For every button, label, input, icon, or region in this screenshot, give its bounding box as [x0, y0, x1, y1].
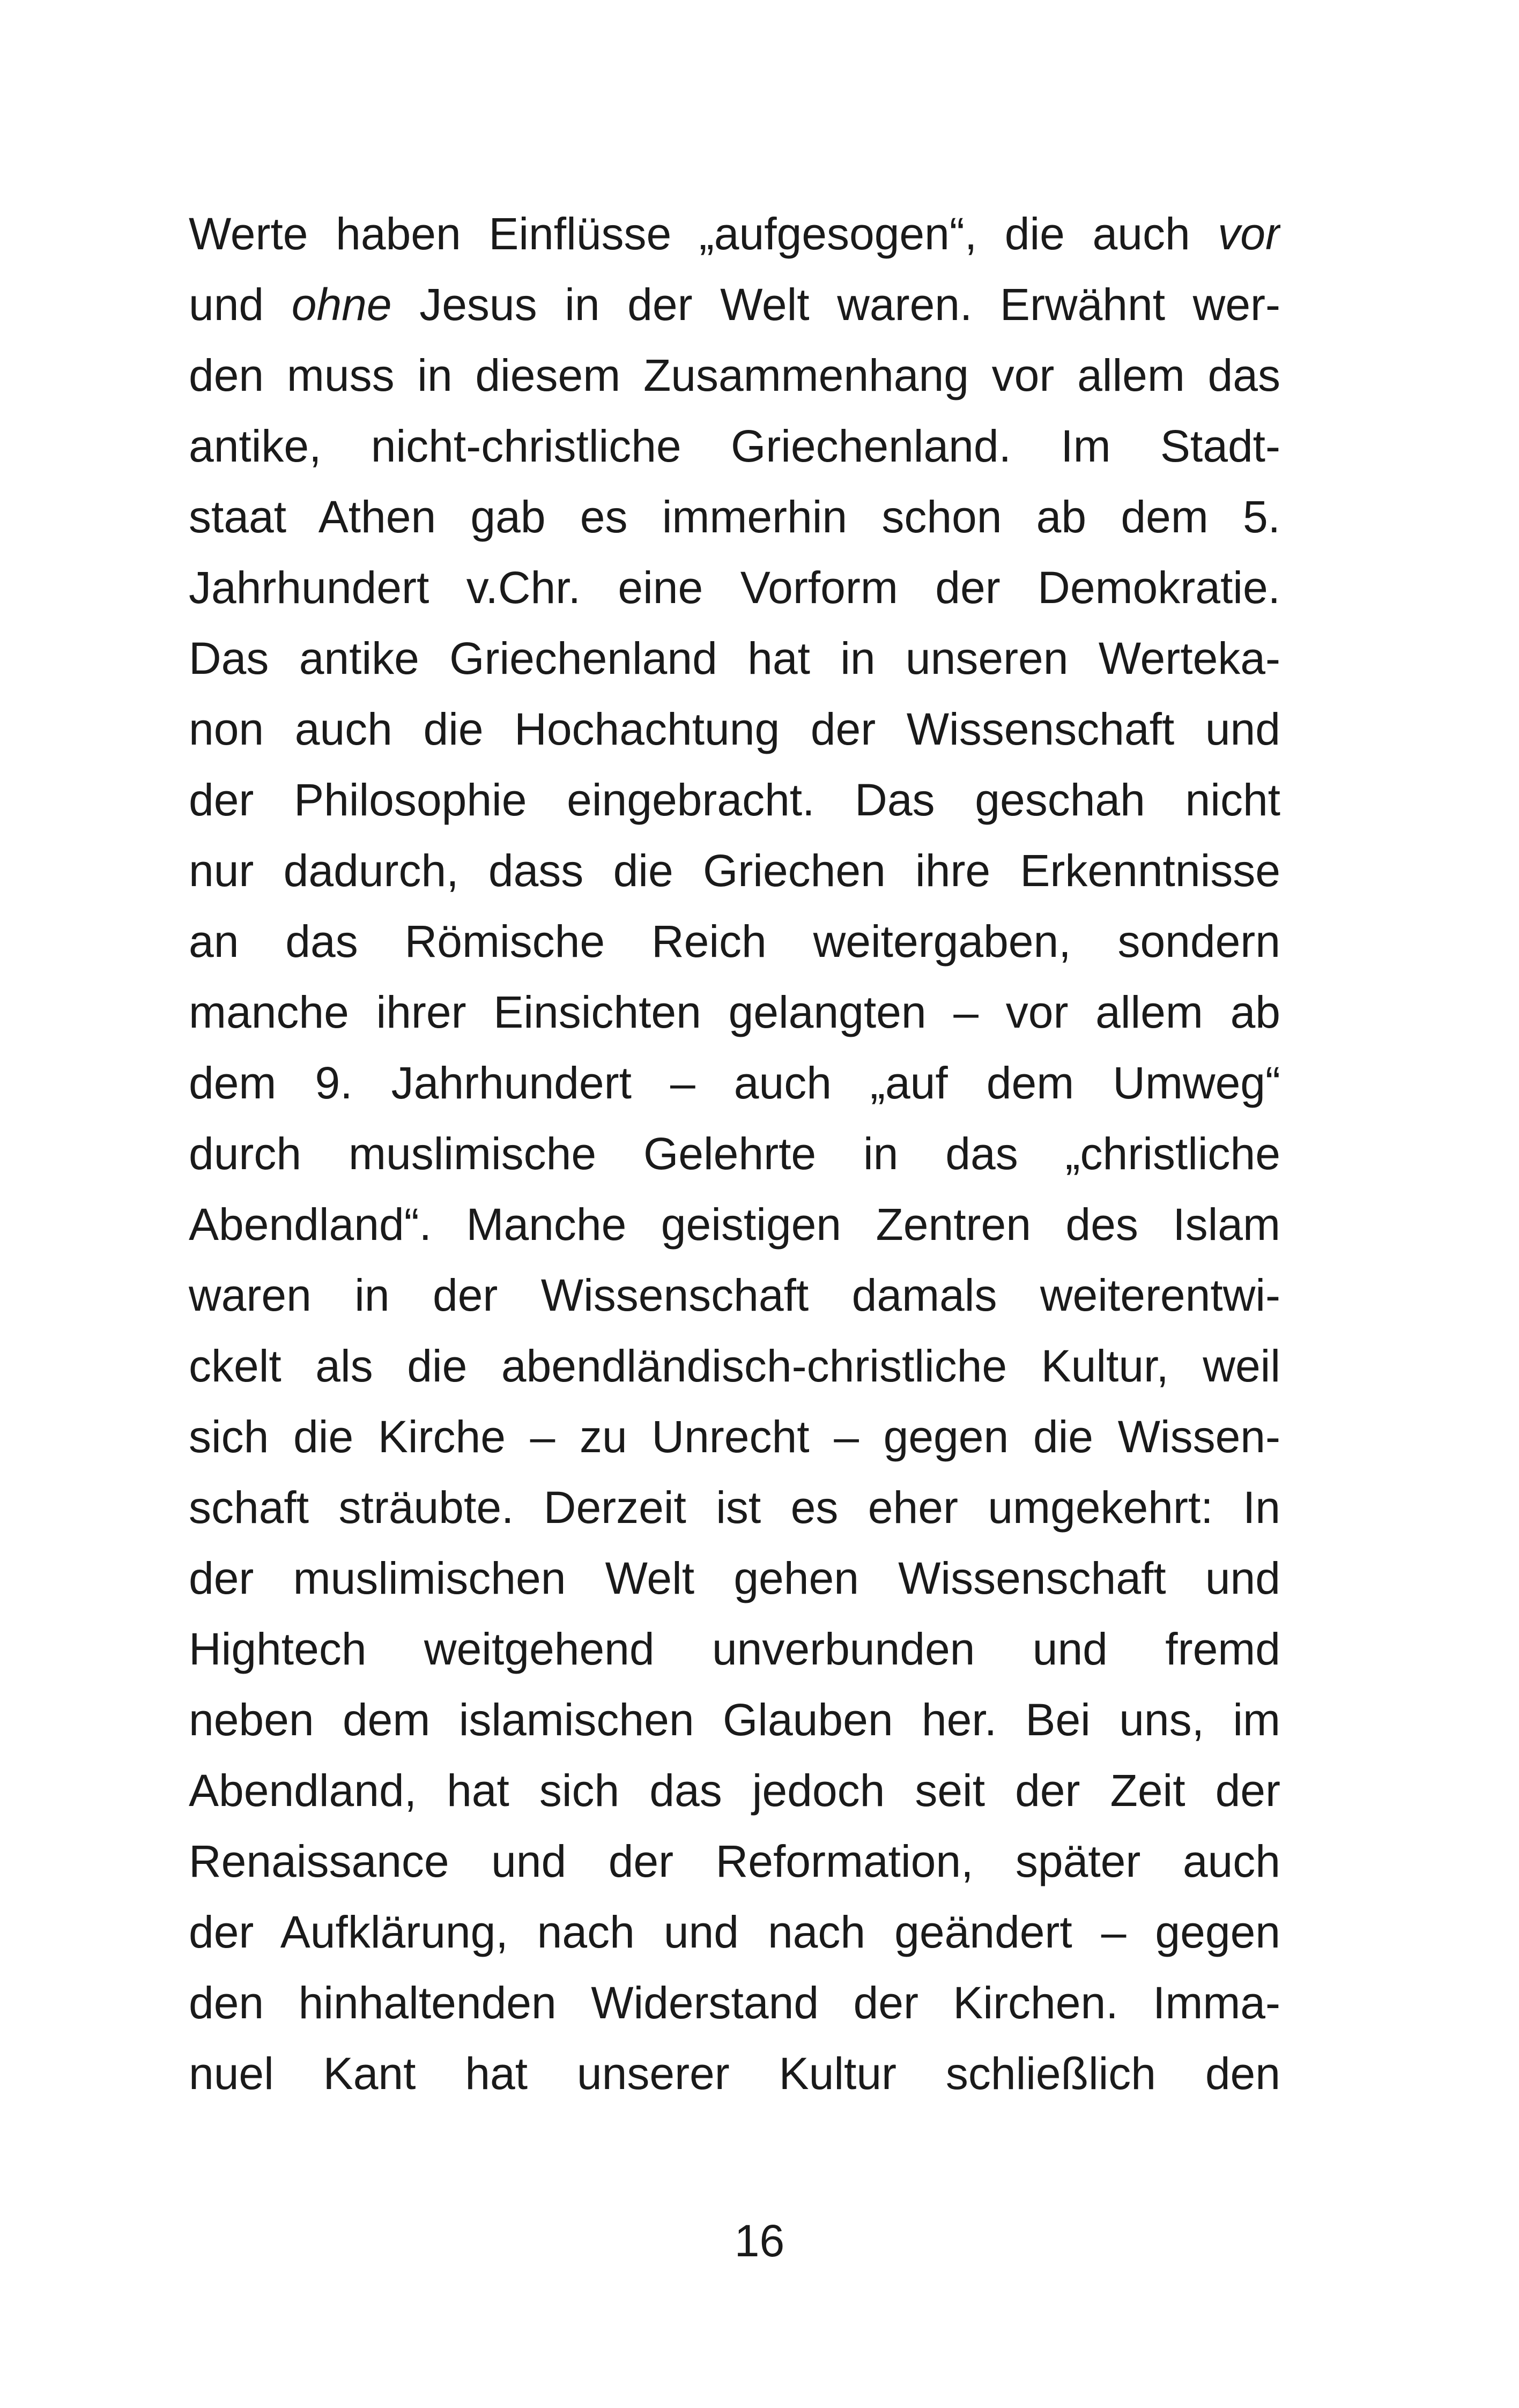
text-segment: den muss in diesem Zusammenhang vor allem das [189, 350, 1280, 400]
text-line [189, 1684, 1280, 1755]
text-line [189, 1401, 1280, 1472]
text-line [189, 269, 1280, 340]
text-segment: der Philosophie eingebracht. Das geschah nicht [189, 775, 1280, 825]
text-line [189, 764, 1280, 835]
text-line [189, 1189, 1280, 1260]
text-line [189, 835, 1280, 906]
text-segment: der Aufklärung, nach und nach geändert – gegen [189, 1907, 1280, 1957]
text-segment: waren in der Wissenschaft damals weiterentwi- [189, 1270, 1280, 1320]
text-segment: Renaissance und der Reformation, später auch [189, 1836, 1280, 1886]
emphasis-segment: ohne [291, 279, 392, 330]
text-line [189, 1260, 1280, 1331]
text-line [189, 1967, 1280, 2038]
text-line [189, 481, 1280, 552]
text-segment: Abendland“. Manche geistigen Zentren des Islam [189, 1199, 1280, 1250]
text-line [189, 552, 1280, 623]
text-segment: manche ihrer Einsichten gelangten – vor allem ab [189, 987, 1280, 1037]
text-segment: neben dem islamischen Glauben her. Bei uns, im [189, 1694, 1280, 1745]
text-segment: Jesus in der Welt waren. Erwähnt wer- [391, 279, 1280, 330]
text-segment: sich die Kirche – zu Unrecht – gegen die Wissen- [189, 1411, 1280, 1462]
text-segment: durch muslimische Gelehrte in das „christliche [189, 1128, 1280, 1179]
text-line [189, 340, 1280, 411]
text-line [189, 1047, 1280, 1118]
text-segment: dem 9. Jahrhundert – auch „auf dem Umweg“ [189, 1058, 1280, 1108]
text-segment: Werte haben Einflüsse „aufgesogen“, die auch [189, 209, 1218, 259]
text-segment: ckelt als die abendländisch-christliche Kultur, weil [189, 1341, 1280, 1391]
text-segment: antike, nicht-christliche Griechenland. Im Stadt- [189, 421, 1280, 471]
body-text [189, 198, 1280, 2109]
text-line [189, 1755, 1280, 1826]
text-segment: schaft sträubte. Derzeit ist es eher umgekehrt: In [189, 1482, 1280, 1533]
text-segment: der muslimischen Welt gehen Wissenschaft und [189, 1553, 1280, 1603]
text-line [189, 694, 1280, 764]
text-segment: und [189, 279, 292, 330]
text-segment: non auch die Hochachtung der Wissenschaft und [189, 704, 1280, 754]
text-line [189, 1118, 1280, 1189]
text-line [189, 1897, 1280, 1967]
text-line [189, 2038, 1280, 2109]
text-line [189, 1614, 1280, 1684]
text-line [189, 198, 1280, 269]
text-segment: Hightech weitgehend unverbunden und fremd [189, 1624, 1280, 1674]
text-line [189, 623, 1280, 694]
text-segment: nuel Kant hat unserer Kultur schließlich den [189, 2048, 1280, 2099]
text-segment: an das Römische Reich weitergaben, sondern [189, 916, 1280, 967]
text-line [189, 1826, 1280, 1897]
text-line [189, 906, 1280, 977]
text-line [189, 1331, 1280, 1401]
page-number: 16 [734, 2216, 785, 2266]
text-segment: nur dadurch, dass die Griechen ihre Erkenntnisse [189, 845, 1280, 896]
text-line [189, 1543, 1280, 1614]
text-line [189, 1472, 1280, 1543]
text-line [189, 977, 1280, 1047]
text-segment: staat Athen gab es immerhin schon ab dem 5. [189, 492, 1280, 542]
text-segment: Abendland, hat sich das jedoch seit der Zeit der [189, 1765, 1280, 1816]
text-segment: Das antike Griechenland hat in unseren Werteka- [189, 633, 1280, 683]
text-line [189, 411, 1280, 481]
text-segment: Jahrhundert v.Chr. eine Vorform der Demokratie. [189, 562, 1280, 613]
emphasis-segment: vor [1218, 209, 1280, 259]
text-segment: den hinhaltenden Widerstand der Kirchen. Imma- [189, 1978, 1280, 2028]
